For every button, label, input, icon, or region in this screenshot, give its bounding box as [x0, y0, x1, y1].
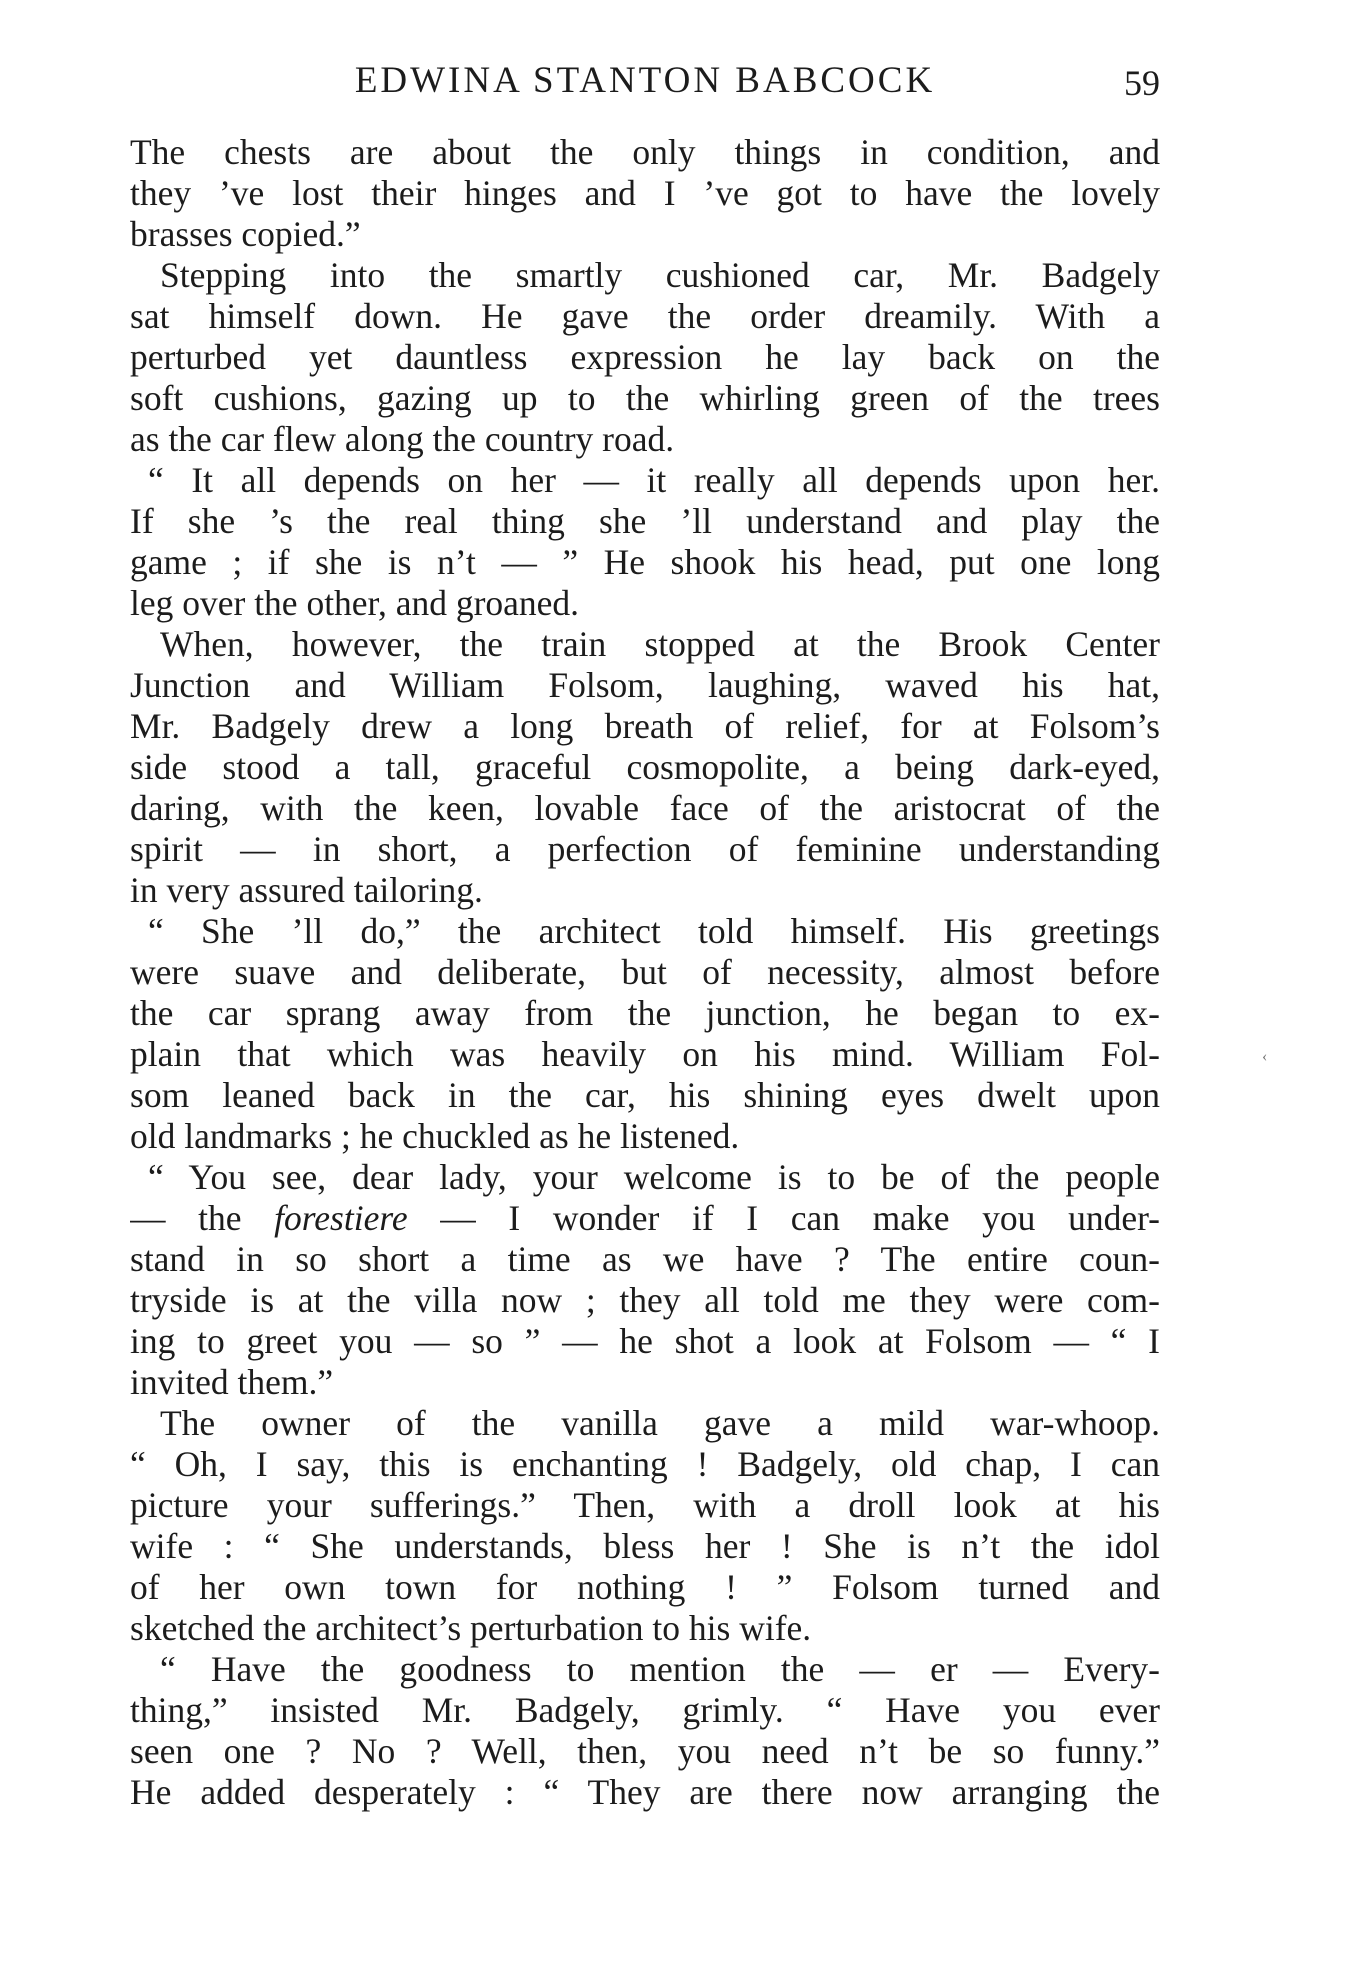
text-line: the car sprang away from the junction, he began to ex- — [130, 993, 1160, 1033]
text-line: picture your sufferings.” Then, with a droll look at his — [130, 1485, 1160, 1525]
text-line: spirit — in short, a perfection of feminine understanding — [130, 829, 1160, 869]
running-head-title: EDWINA STANTON BABCOCK — [354, 60, 936, 101]
text-line: — the forestiere — I wonder if I can make you under- — [130, 1198, 1160, 1238]
text-line: plain that which was heavily on his mind. William Fol- — [130, 1034, 1160, 1074]
text-line: invited them.” — [130, 1362, 334, 1402]
text-line: wife : “ She understands, bless her ! She is n’t the idol — [130, 1526, 1160, 1566]
text-line: thing,” insisted Mr. Badgely, grimly. “ Have you ever — [130, 1690, 1160, 1730]
paragraph-start-line: “ You see, dear lady, your welcome is to be of the people — [148, 1157, 1160, 1197]
text-line: stand in so short a time as we have ? The entire coun- — [130, 1239, 1160, 1279]
italic-word: forestiere — [274, 1198, 408, 1238]
text-line: as the car flew along the country road. — [130, 419, 675, 459]
text-line: seen one ? No ? Well, then, you need n’t be so funny.” — [130, 1731, 1160, 1771]
paragraph-start-line: Stepping into the smartly cushioned car, Mr. Badgely — [160, 255, 1160, 295]
text-line: of her own town for nothing ! ” Folsom turned and — [130, 1567, 1160, 1607]
text-line: ing to greet you — so ” — he shot a look at Folsom — “ I — [130, 1321, 1160, 1361]
text-line: som leaned back in the car, his shining eyes dwelt upon — [130, 1075, 1160, 1115]
text-line: If she ’s the real thing she ’ll understand and play the — [130, 501, 1160, 541]
text-line: they ’ve lost their hinges and I ’ve got to have the lovely — [130, 173, 1160, 213]
running-head — [130, 56, 1160, 106]
text-line: daring, with the keen, lovable face of the aristocrat of the — [130, 788, 1160, 828]
text-line: leg over the other, and groaned. — [130, 583, 580, 623]
text-line: He added desperately : “ They are there now arranging the — [130, 1772, 1160, 1812]
paragraph-start-line: When, however, the train stopped at the Brook Center — [160, 624, 1160, 664]
text-line: Junction and William Folsom, laughing, waved his hat, — [130, 665, 1160, 705]
text-line: Mr. Badgely drew a long breath of relief, for at Folsom’s — [130, 706, 1160, 746]
text-line: game ; if she is n’t — ” He shook his head, put one long — [130, 542, 1160, 582]
text-line: side stood a tall, graceful cosmopolite, a being dark-eyed, — [130, 747, 1160, 787]
text-line: in very assured tailoring. — [130, 870, 483, 910]
paragraph-start-line: “ Have the goodness to mention the — er — Every- — [160, 1649, 1160, 1689]
text-line: perturbed yet dauntless expression he lay back on the — [130, 337, 1160, 377]
text-line: tryside is at the villa now ; they all told me they were com- — [130, 1280, 1160, 1320]
text-line: “ Oh, I say, this is enchanting ! Badgely, old chap, I can — [130, 1444, 1160, 1484]
text-line: brasses copied.” — [130, 214, 361, 254]
text-line: old landmarks ; he chuckled as he listened. — [130, 1116, 740, 1156]
text-line: sat himself down. He gave the order dreamily. With a — [130, 296, 1160, 336]
body-text — [130, 132, 1160, 1813]
text-line: were suave and deliberate, but of necessity, almost before — [130, 952, 1160, 992]
page-number: 59 — [1124, 63, 1160, 103]
paragraph-start-line: “ She ’ll do,” the architect told himself. His greetings — [148, 911, 1160, 951]
margin-mark: ‹ — [1262, 1048, 1268, 1065]
text-line: soft cushions, gazing up to the whirling green of the trees — [130, 378, 1160, 418]
paragraph-start-line: “ It all depends on her — it really all depends upon her. — [148, 460, 1160, 500]
text-line: The chests are about the only things in condition, and — [130, 132, 1160, 172]
paragraph-start-line: The owner of the vanilla gave a mild war-whoop. — [160, 1403, 1160, 1443]
text-line: sketched the architect’s perturbation to his wife. — [130, 1608, 812, 1648]
